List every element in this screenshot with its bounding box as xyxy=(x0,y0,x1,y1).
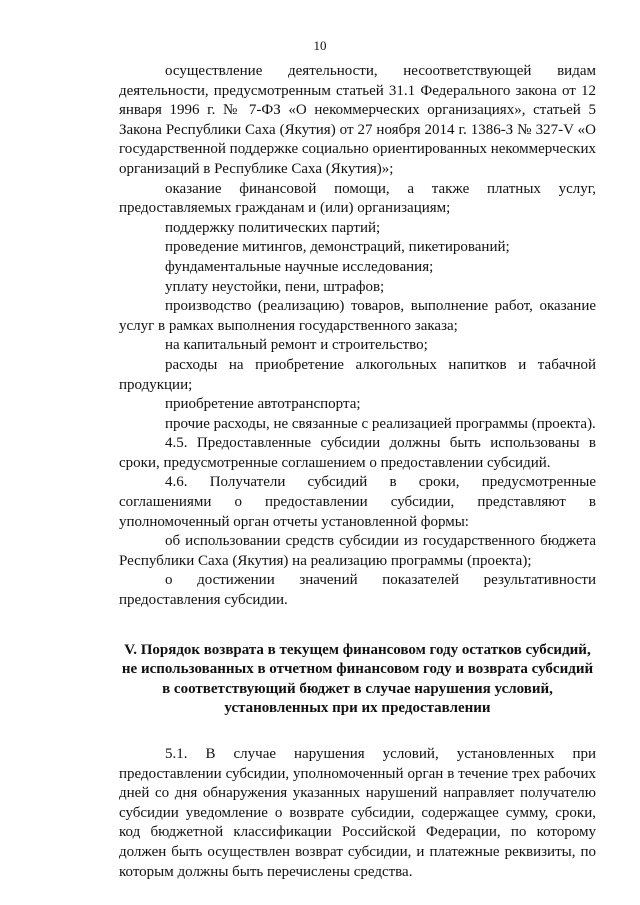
paragraph-report-performance: о достижении значений показателей результативности предоставления субсидии. xyxy=(119,572,596,609)
paragraph-research: фундаментальные научные исследования; xyxy=(165,258,434,275)
page-number: 10 xyxy=(313,38,327,53)
paragraph-4-5: 4.5. Предоставленные субсидии должны быть использованы в сроки, предусмотренные соглашением о предоставлении субсидий. xyxy=(119,435,596,471)
paragraph-state-order: производство (реализацию) товаров, выполнение работ, оказание услуг в рамках выполнения государственного заказа; xyxy=(119,298,596,334)
document-body xyxy=(119,62,596,882)
section-heading-line: в соответствующий бюджет в случае нарушения условий, xyxy=(162,680,553,697)
paragraph-financial-aid: оказание финансовой помощи, а также платных услуг, предоставляемых гражданам и (или) организациям; xyxy=(119,180,596,217)
paragraph-penalties: уплату неустойки, пени, штрафов; xyxy=(165,278,385,295)
section-heading-line: установленных при их предоставлении xyxy=(224,700,491,717)
section-heading-line: не использованных в отчетном финансовом году и возврата субсидий xyxy=(121,661,594,678)
paragraph-5-1: 5.1. В случае нарушения условий, установленных при предоставлении субсидии, уполномоченный орган в течение трех рабочих дней со дня обнаружения указанных нарушений направляет получателю субсидии уведомление о возврате субсидии, содержащее сумму, сроки, код бюджетной классификации Российской Федерации, по которому должен быть осуществлен возврат субсидии, и платежные реквизиты, по которым должны быть перечислены средства. xyxy=(119,746,596,880)
paragraph-political-parties: поддержку политических партий; xyxy=(165,219,381,236)
paragraph-4-6: 4.6. Получатели субсидий в сроки, предусмотренные соглашениями о предоставлении субсидии, представляют в уполномоченный орган отчеты установленной формы: xyxy=(119,474,596,530)
paragraph-other-expenses: прочие расходы, не связанные с реализацией программы (проекта). xyxy=(165,415,596,432)
paragraph-prohibited-activity: осуществление деятельности, несоответствующей видам деятельности, предусмотренным статьей 31.1 Федерального закона от 12 января 1996 г. № 7-ФЗ «О некоммерческих организациях», статьей 5 Закона Республики Саха (Якутия) от 27 ноября 2014 г. 1386-З № 327-V «О государственной поддержке социально ориентированных некоммерческих организаций в Республике Саха (Якутия)»; xyxy=(119,63,596,177)
section-heading-line: V. Порядок возврата в текущем финансовом году остатков субсидий, xyxy=(124,641,591,658)
paragraph-rallies: проведение митингов, демонстраций, пикетирований; xyxy=(165,239,510,256)
paragraph-report-usage: об использовании средств субсидии из государственного бюджета Республики Саха (Якутия) на реализацию программы (проекта); xyxy=(119,533,596,569)
paragraph-capital-repair: на капитальный ремонт и строительство; xyxy=(165,337,428,354)
paragraph-vehicles: приобретение автотранспорта; xyxy=(165,396,361,413)
section-heading xyxy=(119,641,596,719)
paragraph-alcohol-tobacco: расходы на приобретение алкогольных напитков и табачной продукции; xyxy=(119,356,596,393)
